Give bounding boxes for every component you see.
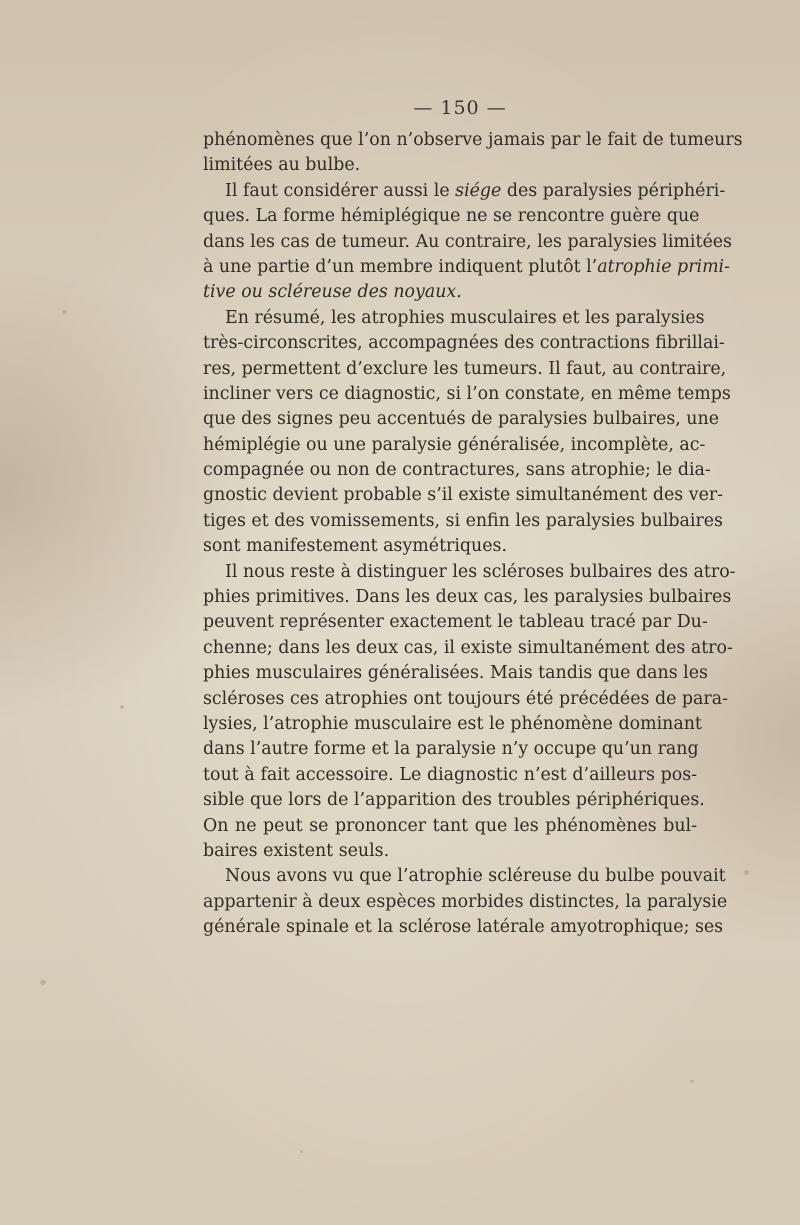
text-segment: à une partie d’un membre indiquent plutôt [203, 256, 581, 277]
text-line: incliner vers ce diagnostic, si l’on constate, en même temps [203, 383, 731, 404]
text-line: On ne peut se prononcer tant que les phénomènes bul- [203, 815, 697, 836]
paper-speck [62, 310, 67, 314]
text-line: phies musculaires généralisées. Mais tandis que dans les [203, 663, 708, 684]
text-line: dans les cas de tumeur. Au contraire, les paralysies limitées [203, 231, 732, 252]
text-line [203, 179, 726, 204]
text-line: En résumé, les atrophies musculaires et les paralysies [225, 307, 705, 328]
paper-speck [300, 1150, 303, 1153]
italic-term: atrophie primi- [597, 256, 730, 277]
text-line: que des signes peu accentués de paralysies bulbaires, une [203, 409, 720, 430]
text-line: tout à fait accessoire. Le diagnostic n’est d’ailleurs pos- [203, 764, 697, 785]
paper-speck [690, 1080, 694, 1083]
text-line: phénomènes que l’on n’observe jamais par le fait de tumeurs [203, 130, 743, 150]
text-segment: l’ [586, 256, 598, 277]
text-line: appartenir à deux espèces morbides distinctes, la paralysie [203, 891, 728, 912]
text-line: générale spinale et la sclérose latérale amyotrophique; ses [203, 917, 724, 938]
paper-speck [120, 705, 124, 709]
text-line: sont manifestement asymétriques. [203, 536, 508, 557]
text-line [203, 255, 730, 280]
paper-speck [744, 870, 749, 875]
text-line: phies primitives. Dans les deux cas, les paralysies bulbaires [203, 587, 732, 608]
text-segment: des paralysies périphéri- [506, 180, 726, 201]
text-line: peuvent représenter exactement le tableau tracé par Du- [203, 612, 708, 633]
page-number: — 150 — [413, 97, 507, 119]
text-line: baires existent seuls. [203, 840, 390, 861]
text-line: tiges et des vomissements, si enfin les paralysies bulbaires [203, 510, 723, 531]
text-line: sible que lors de l’apparition des troubles périphériques. [203, 790, 705, 811]
text-line: ques. La forme hémiplégique ne se rencontre guère que [203, 206, 700, 227]
paper-speck [40, 980, 46, 985]
text-line: gnostic devient probable s’il existe simultanément des ver- [203, 485, 724, 506]
italic-term: siége [455, 180, 502, 201]
text-line: res, permettent d’exclure les tumeurs. Il faut, au contraire, [203, 358, 727, 379]
text-line: chenne; dans les deux cas, il existe simultanément des atro- [203, 637, 733, 658]
text-line: Il nous reste à distinguer les scléroses bulbaires des atro- [225, 561, 736, 582]
italic-term: tive ou scléreuse des noyaux. [203, 282, 462, 303]
text-line: lysies, l’atrophie musculaire est le phénomène dominant [203, 713, 702, 734]
text-line: scléroses ces atrophies ont toujours été précédées de para- [203, 688, 728, 709]
text-line [203, 280, 697, 305]
text-line: compagnée ou non de contractures, sans atrophie; le dia- [203, 460, 711, 481]
text-line: dans l’autre forme et la paralysie n’y occupe qu’un rang [203, 739, 699, 760]
text-line: limitées au bulbe. [203, 155, 361, 176]
text-line: très-circonscrites, accompagnées des contractions fibrillai- [203, 333, 725, 354]
body-text [203, 128, 743, 941]
text-line: hémiplégie ou une paralysie généralisée, incomplète, ac- [203, 434, 706, 455]
text-line: Nous avons vu que l’atrophie scléreuse du bulbe pouvait [225, 866, 726, 887]
text-segment: Il faut considérer aussi le [225, 180, 450, 201]
